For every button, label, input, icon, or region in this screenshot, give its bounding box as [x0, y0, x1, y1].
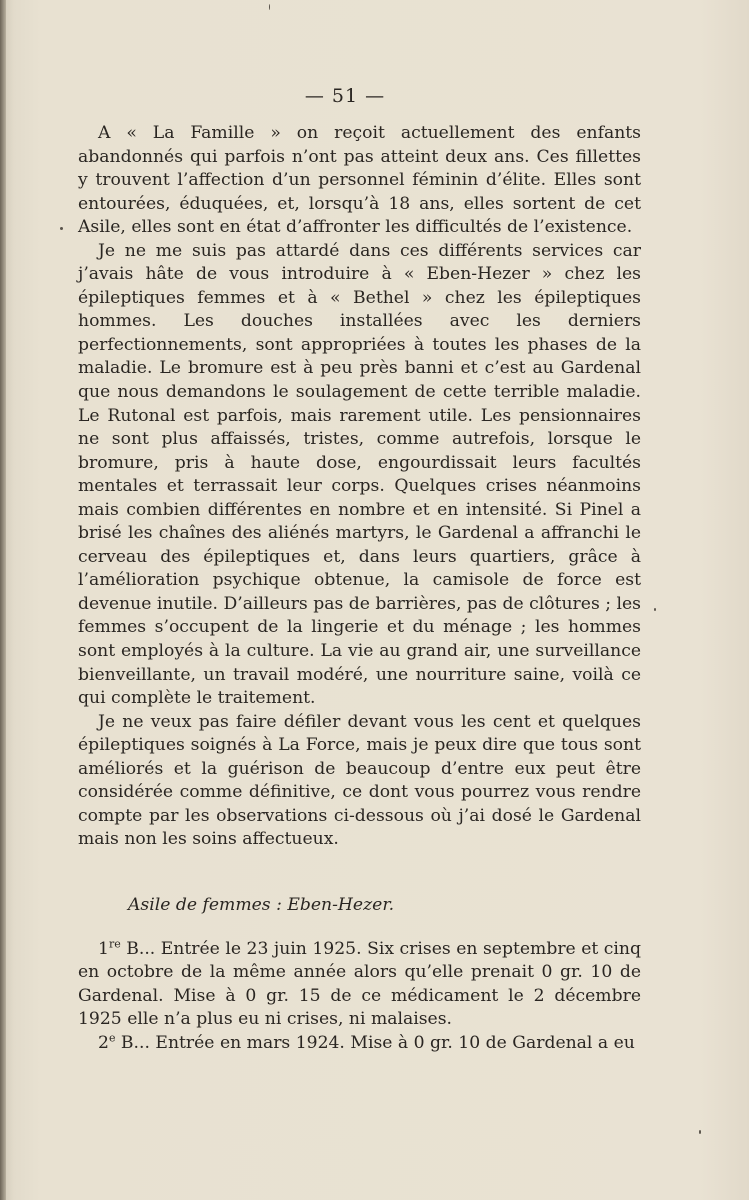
case-text: B... Entrée le 23 juin 1925. Six crises en septembre et cinq en octobre de la même année alors qu’elle prenait 0 gr. 10 de Gardenal. Mise à 0 gr. 15 de ce médicament le 2 décembre 1925 elle n’a plus eu ni crises, ni malaises. — [78, 938, 641, 1030]
case-number: 1 — [98, 938, 109, 959]
case-ordinal: re — [108, 936, 121, 950]
case-text: B... Entrée en mars 1924. Mise à 0 gr. 10 de Gardenal a eu — [115, 1032, 635, 1053]
case-ordinal: e — [108, 1030, 116, 1044]
paper-speck — [60, 227, 63, 230]
page-number: — 51 — — [304, 85, 386, 107]
paper-speck — [699, 1130, 701, 1134]
section-heading: Asile de femmes : Eben-Hezer. — [128, 894, 395, 915]
case-entry — [78, 1032, 641, 1056]
paper-speck — [269, 4, 270, 10]
body-text — [78, 122, 641, 1055]
paragraph: Je ne me suis pas attardé dans ces différents services car j’avais hâte de vous introduire à « Eben-Hezer » chez les épileptiques femmes et à « Bethel » chez les épileptiques hommes. Les douches installées avec les derniers perfectionnements, sont appropriées à toutes les phases de la maladie. Le bromure est à peu près banni et c’est au Gardenal que nous demandons le soulagement de cette terrible maladie. Le Rutonal est parfois, mais rarement utile. Les pensionnaires ne sont plus affaissés, tristes, comme autrefois, lorsque le bromure, pris à haute dose, engourdissait leurs facultés mentales et terrassait leur corps. Quelques crises néanmoins mais combien différentes en nombre et en intensité. Si Pinel a brisé les chaînes des aliénés martyrs, le Gardenal a affranchi le cerveau des épileptiques et, dans leurs quartiers, grâce à l’amélioration psychique obtenue, la camisole de force est devenue inutile. D’ailleurs pas de barrières, pas de clôtures ; les femmes s’occupent de la lingerie et du ménage ; les hommes sont employés à la culture. La vie au grand air, une surveillance bienveillante, un travail modéré, une nourriture saine, voilà ce qui complète le traitement. — [78, 240, 641, 709]
paper-speck — [654, 608, 656, 611]
paragraph: Je ne veux pas faire défiler devant vous les cent et quelques épileptiques soignés à La Force, mais je peux dire que tous sont améliorés et la guérison de beaucoup d’entre eux peut être considérée comme définitive, ce dont vous pourrez vous rendre compte par les observations ci-dessous où j’ai dosé le Gardenal mais non les soins affectueux. — [78, 711, 641, 850]
case-number: 2 — [98, 1032, 109, 1053]
paragraph: A « La Famille » on reçoit actuellement des enfants abandonnés qui parfois n’ont pas atteint deux ans. Ces fillettes y trouvent l’affection d’un personnel féminin d’élite. Elles sont entourées, éduquées, et, lorsqu’à 18 ans, elles sortent de cet Asile, elles sont en état d’affronter les difficultés de l’existence. — [78, 123, 641, 238]
case-entry — [78, 938, 641, 1032]
page-binding-edge — [0, 0, 6, 1200]
